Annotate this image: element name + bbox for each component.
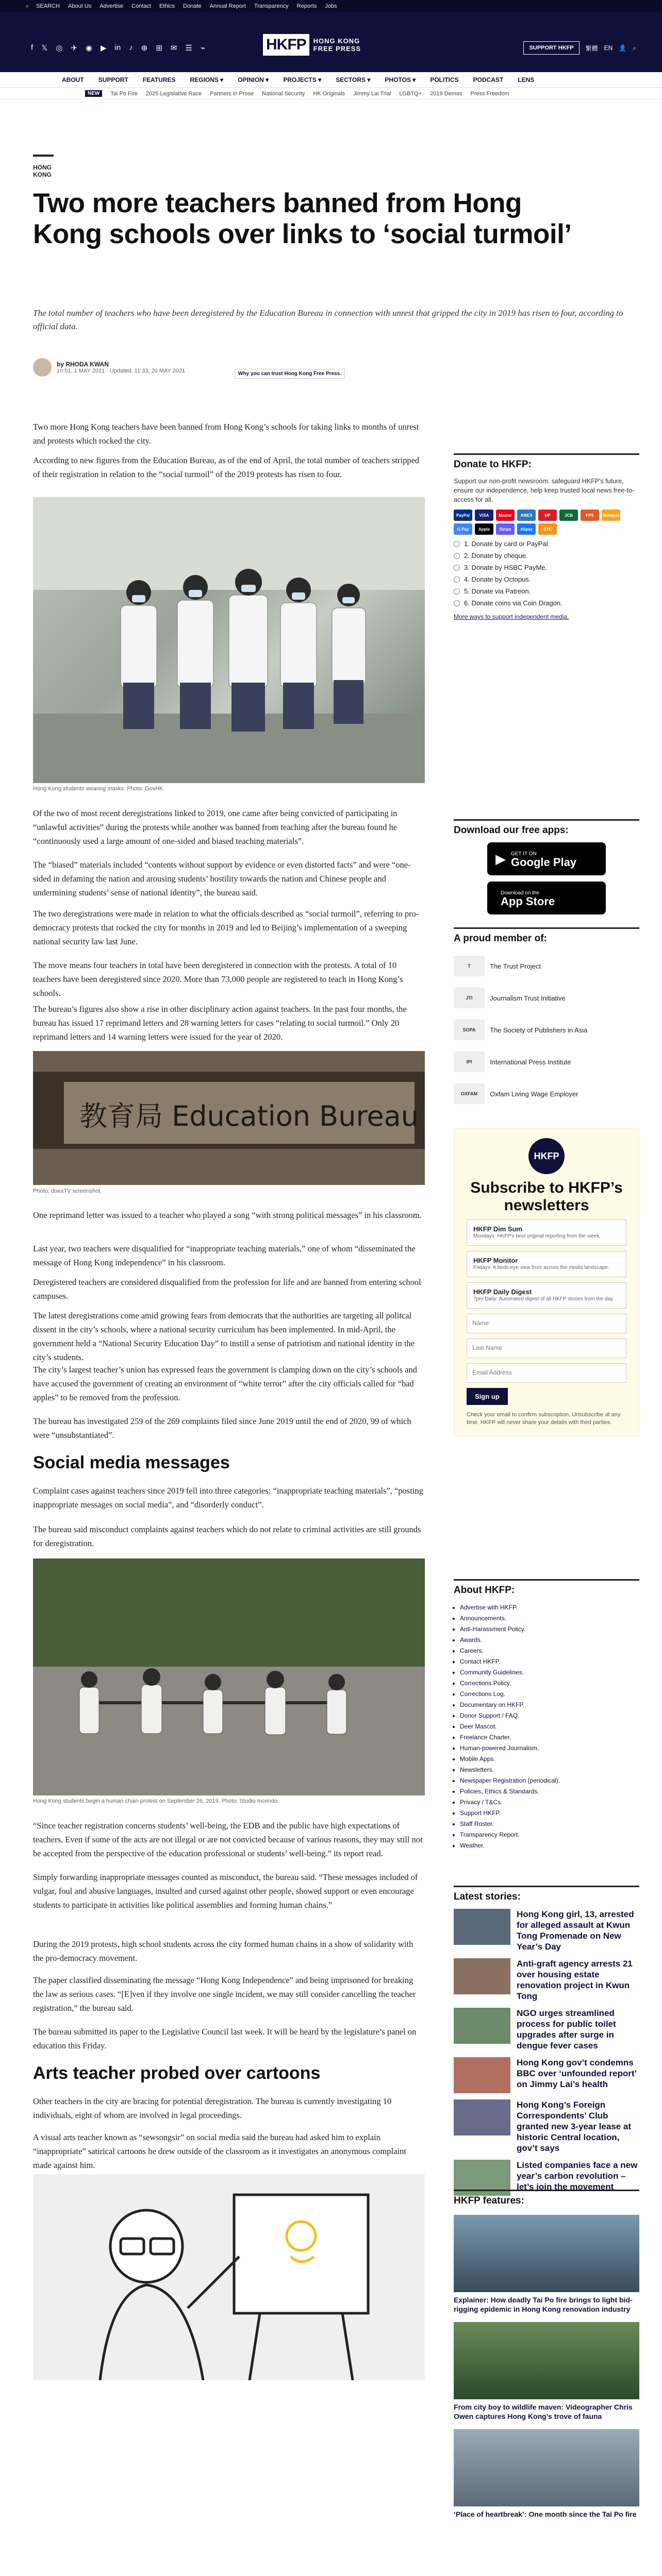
about-link[interactable]: • Community Guidelines. — [460, 1667, 639, 1678]
trending-link[interactable]: 2025 Legislative Race — [145, 90, 202, 97]
education-bureau-sign — [33, 1051, 425, 1185]
donate-title: Donate to HKFP: — [454, 453, 639, 470]
article-title: Two more teachers banned from Hong Kong schools over links to ‘social turmoil’ — [33, 188, 572, 249]
radio-icon[interactable] — [454, 541, 460, 547]
radio-icon[interactable] — [454, 577, 460, 583]
article-standfirst: The total number of teachers who have been deregistered by the Education Bureau in connection with unrest that gripped the city in 2019 has risen to four, according to official data. — [33, 308, 623, 331]
feature-title: From city boy to wildlife maven: Videographer Chris Owen captures Hong Kong’s trove of fauna — [454, 2403, 633, 2420]
donate-option[interactable] — [454, 599, 639, 607]
donate-option-label: 1. Donate by card or PayPal. — [464, 540, 550, 548]
paragraph: Other teachers in the city are bracing for potential deregistration. The bureau is currently investigating 10 individuals, eight of whom are involved in legal proceedings. — [33, 2096, 392, 2120]
category-label — [33, 155, 54, 178]
youtube-icon[interactable]: ▶ — [101, 44, 107, 53]
trust-project-icon: T — [454, 956, 485, 976]
logo-name-line2: FREE PRESS — [313, 45, 361, 53]
section-heading: Arts teacher probed over cartoons — [33, 2063, 321, 2083]
donate-option[interactable] — [454, 540, 639, 548]
paragraph: According to new figures from the Education Bureau, as of the end of April, the total number of teachers stripped of their registration in relation to the “social turmoil” of the 2019 protests has risen to four. — [33, 455, 420, 479]
apps-box — [454, 819, 639, 921]
feature-image — [454, 2429, 639, 2506]
top-links — [36, 3, 337, 9]
member-logo[interactable] — [454, 1083, 639, 1104]
about-link[interactable]: • Awards. — [460, 1635, 639, 1646]
about-link[interactable]: • Mobile Apps. — [460, 1754, 639, 1765]
nav-politics[interactable]: POLITICS — [430, 76, 459, 83]
telegram-icon[interactable]: ✈ — [71, 44, 77, 53]
nav-regions[interactable]: REGIONS ▾ — [190, 76, 224, 83]
member-name: Oxfam Living Wage Employer — [490, 1090, 578, 1098]
search-icon[interactable]: ⌕ — [26, 3, 29, 9]
apps-title: Download our free apps: — [454, 819, 639, 836]
trending-nav — [0, 88, 662, 99]
trending-link[interactable]: HK Originals — [313, 90, 345, 97]
site-header — [0, 12, 662, 72]
subscribe-title: Subscribe to HKFP’s newsletters — [470, 1179, 623, 1214]
header-actions — [523, 41, 636, 55]
paragraph: One reprimand letter was issued to a teacher who played a song “with strong political messages” in his classroom. — [33, 1210, 422, 1220]
threads-icon[interactable]: ◉ — [85, 44, 93, 53]
bluesky-icon[interactable]: ⊞ — [156, 44, 162, 53]
radio-icon[interactable] — [454, 600, 460, 606]
students-photo — [33, 497, 425, 783]
trending-link[interactable]: National Security — [262, 90, 305, 97]
gpay-icon: G Pay — [454, 523, 472, 535]
features-box — [454, 2190, 639, 2527]
donate-option-label: 2. Donate by cheque. — [464, 552, 528, 560]
nav-about[interactable]: ABOUT — [62, 76, 84, 83]
education-bureau-photo — [33, 1051, 425, 1185]
story-thumbnail — [454, 1958, 510, 1994]
about-link[interactable]: • Support HKFP. — [460, 1808, 639, 1819]
paypal-icon: PayPal — [454, 510, 472, 521]
donate-option-label: 3. Donate by HSBC PayMe. — [464, 564, 548, 571]
about-list — [454, 1602, 639, 1851]
jcb-icon: JCB — [559, 510, 578, 521]
logo-name — [313, 37, 361, 53]
about-link[interactable]: • Human-powered Journalism. — [460, 1743, 639, 1754]
support-button[interactable]: SUPPORT HKFP — [523, 41, 579, 55]
email-input[interactable]: Email Address — [467, 1363, 626, 1383]
member-name: The Society of Publishers in Asia — [490, 1026, 588, 1034]
nav-support[interactable]: SUPPORT — [98, 76, 128, 83]
linkedin-icon[interactable]: in — [114, 43, 121, 52]
paragraph: Deregistered teachers are considered disqualified from the profession for life and are banned from entering school campuses. — [33, 1277, 421, 1301]
paragraph: The two deregistrations were made in relation to what the officials described as “social turmoil”, referring to pro-democracy protests that rocked the city for months in 2019 and led to Beijing’s implementation of a sweeping national security law last June. — [33, 909, 419, 946]
teacher-cartoon — [33, 2174, 425, 2380]
section-heading: Social media messages — [33, 1453, 230, 1472]
author-avatar — [33, 358, 52, 377]
fps-icon: FPS — [581, 510, 599, 521]
main-nav — [0, 72, 662, 88]
members-box — [454, 927, 639, 1115]
newsletter-desc: Mondays: HKFP's best original reporting from the week. — [473, 1233, 601, 1239]
radio-icon[interactable] — [454, 553, 460, 559]
paragraph: The bureau has investigated 259 of the 269 complaints filed since June 2019 until the end of 2020, 99 of which were “unsubstantiated”. — [33, 1416, 411, 1440]
member-name: Journalism Trust Initiative — [490, 994, 566, 1002]
about-link[interactable]: • Weather. — [460, 1840, 639, 1851]
latest-story[interactable] — [454, 2008, 639, 2051]
paragraph: “Since teacher registration concerns students’ well-being, the EDB and the public have high expectations of teachers. Even if some of the acts are not illegal or are not convicted because of various reasons, they may still not be accepted from the perspective of the education professional or students’ well-being.” its report read. — [33, 1821, 423, 1858]
gp-big: Google Play — [511, 855, 577, 869]
about-link[interactable]: • Privacy / T&Cs. — [460, 1797, 639, 1808]
nav-opinion[interactable]: OPINION ▾ — [238, 76, 269, 83]
newsletter-option[interactable] — [467, 1282, 626, 1309]
paragraph: Simply forwarding inappropriate messages counted as misconduct, the bureau said. “These messages included of vulgar, foul and abusive languages, insulted and cursed against other people, showed support or even encourage students to participate in activities like political assemblies and forming human chains.” — [33, 1872, 418, 1910]
feature-item[interactable] — [454, 2215, 639, 2314]
newsletter-name: HKFP Daily Digest — [473, 1288, 532, 1296]
octopus-icon: Octopus — [602, 510, 620, 521]
about-link[interactable]: • Newsletters. — [460, 1765, 639, 1775]
story-thumbnail — [454, 2099, 510, 2136]
story-title: Hong Kong’s Foreign Correspondents’ Club granted new 3-year lease at historic Central location, gov’t says — [517, 2100, 632, 2153]
top-link-jobs[interactable]: Jobs — [325, 3, 337, 9]
name-input[interactable]: Name — [467, 1314, 626, 1333]
more-ways-link[interactable]: More ways to support independent media. — [454, 613, 569, 620]
paragraph: The bureau’s figures also show a rise in other disciplinary action against teachers. In the past four months, the bureau has issued 17 reprimand letters and 28 warning letters for cases “relating to social turmoil.” Only 20 reprimand letters and 14 warning letters were issued for the year of 2020. — [33, 1004, 407, 1042]
top-link-annual-report[interactable]: Annual Report — [209, 3, 246, 9]
lang-zh-link[interactable]: 繁體 — [585, 44, 598, 52]
story-thumbnail — [454, 1909, 510, 1945]
google-play-button[interactable] — [487, 842, 606, 875]
about-link[interactable]: • Announcements. — [460, 1613, 639, 1624]
top-link-contact[interactable]: Contact — [131, 3, 152, 9]
top-bar — [0, 0, 662, 12]
signup-button[interactable]: Sign up — [467, 1388, 508, 1405]
paragraph: Two more Hong Kong teachers have been banned from Hong Kong’s schools for taking links to months of unrest and protests which rocked the city. — [33, 422, 419, 446]
rss-icon[interactable]: ⌁ — [200, 44, 205, 53]
visa-icon: VISA — [475, 510, 493, 521]
latest-box — [454, 1886, 639, 2202]
latest-story[interactable] — [454, 1958, 639, 2002]
nav-projects[interactable]: PROJECTS ▾ — [283, 76, 322, 83]
member-logo[interactable] — [454, 988, 639, 1008]
about-link[interactable]: • Careers. — [460, 1646, 639, 1656]
instagram-icon[interactable]: ◎ — [56, 44, 63, 53]
newsletter-option[interactable] — [467, 1251, 626, 1277]
donate-option[interactable] — [454, 575, 639, 583]
story-thumbnail — [454, 2057, 510, 2093]
newsletter-signup — [454, 1128, 639, 1436]
paragraph: The paper classified disseminating the message “Hong Kong Independence” and being imprisoned for breaking the law as serious cases. “[E]ven if they involve one single incident, we may still consider cancelling the teacher registration,” the bureau said. — [33, 1975, 416, 2013]
donate-option-label: 4. Donate by Octopus. — [464, 575, 531, 583]
newsletter-name: HKFP Dim Sum — [473, 1225, 523, 1233]
paragraph: During the 2019 protests, high school students across the city formed human chains in a show of solidarity with the pro-democracy movement. — [33, 1939, 413, 1963]
stripe-icon: Stripe — [496, 523, 515, 535]
members-title: A proud member of: — [454, 927, 639, 944]
story-title: NGO urges streamlined process for public toilet upgrades after surge in dengue fever cases — [517, 2008, 616, 2050]
author-name[interactable]: by RHODA KWAN — [57, 361, 109, 368]
top-link-donate[interactable]: Donate — [183, 3, 202, 9]
payment-cards — [454, 510, 639, 535]
nav-photos[interactable]: PHOTOS ▾ — [385, 76, 416, 83]
paragraph: Complaint cases against teachers since 2019 fell into three categories: “inappropriate teaching materials”, “posting inappropriate messages on social media”, and “disorderly conduct”. — [33, 1486, 423, 1510]
donate-option[interactable] — [454, 587, 639, 595]
cartoon-image — [33, 2174, 425, 2380]
about-link[interactable]: • Anti-Harassment Policy. — [460, 1624, 639, 1635]
tiktok-icon[interactable]: ♪ — [129, 43, 133, 52]
member-logo[interactable] — [454, 1052, 639, 1072]
newsletter-name: HKFP Monitor — [473, 1257, 518, 1264]
about-link[interactable]: • Documentary on HKFP. — [460, 1700, 639, 1710]
member-name: The Trust Project — [490, 962, 541, 970]
donate-option-label: 5. Donate via Patreon. — [464, 587, 531, 595]
features-title: HKFP features: — [454, 2190, 639, 2207]
trending-link[interactable]: LGBTQ+ — [399, 90, 422, 97]
news-icon[interactable]: ☰ — [185, 44, 192, 53]
about-link[interactable]: • Transparency Report. — [460, 1829, 639, 1840]
as-big: App Store — [501, 894, 555, 908]
about-link[interactable]: • Newspaper Registration (periodical). — [460, 1775, 639, 1786]
mastodon-icon[interactable]: ⊕ — [141, 44, 148, 53]
lang-en-link[interactable]: EN — [604, 44, 613, 52]
about-link[interactable]: • Donor Support / FAQ. — [460, 1710, 639, 1721]
nav-sectors[interactable]: SECTORS ▾ — [336, 76, 371, 83]
category-text[interactable]: HONG KONG — [33, 164, 52, 178]
bitcoin-icon: BTC — [538, 523, 557, 535]
students-illustration — [33, 497, 425, 783]
gp-small: GET IT ON — [511, 851, 537, 857]
human-chain-photo — [33, 1558, 425, 1795]
donate-option[interactable] — [454, 552, 639, 560]
donate-box — [454, 453, 639, 620]
hkfp-logo-circle: HKFP — [528, 1138, 565, 1174]
sign-text: 教育局 Education Bureau — [79, 1100, 419, 1132]
donate-option[interactable] — [454, 564, 639, 571]
feature-title: Explainer: How deadly Tai Po fire brings to light bid-rigging epidemic in Hong Kong renovation industry — [454, 2296, 633, 2313]
feature-image — [454, 2322, 639, 2399]
confirm-note: Check your email to confirm subscription. Unsubscribe at any time. HKFP will never share your details with third parties. — [467, 1412, 621, 1426]
app-store-button[interactable] — [487, 882, 606, 914]
applepay-icon: Apple — [475, 523, 493, 535]
trending-link[interactable]: Tai Po Fire — [110, 90, 138, 97]
photo-caption: Hong Kong students begin a human chain protest on September 26, 2019. Photo: Studio Incendo. — [33, 1798, 279, 1804]
top-link-reports[interactable]: Reports — [296, 3, 317, 9]
newsletter-desc: 7pm Daily: Automated digest of all HKFP stories from the day. — [473, 1296, 615, 1302]
sopa-icon: SOPA — [454, 1020, 485, 1040]
trust-link[interactable]: Why you can trust Hong Kong Free Press. — [235, 369, 345, 379]
member-logo[interactable] — [454, 956, 639, 976]
nav-lens[interactable]: LENS — [518, 76, 535, 83]
photo-caption: Photo: doeaTV screenshot. — [33, 1188, 102, 1194]
oxfam-icon: OXFAM — [454, 1083, 485, 1104]
top-link-transparency[interactable]: Transparency — [254, 3, 289, 9]
social-icons — [31, 43, 205, 53]
alipay-icon: Alipay — [517, 523, 536, 535]
about-link[interactable]: • Corrections Log. — [460, 1689, 639, 1700]
radio-icon[interactable] — [454, 565, 460, 571]
about-link[interactable]: • Staff Roster. — [460, 1819, 639, 1829]
feature-title: ‘Place of heartbreak’: One month since the Tai Po fire — [454, 2510, 637, 2518]
radio-icon[interactable] — [454, 588, 460, 595]
new-badge: NEW — [85, 90, 102, 97]
paragraph: The bureau submitted its paper to the Legislative Council last week. It will be heard by the legislature’s panel on education this Friday. — [33, 2027, 417, 2050]
paragraph: The move means four teachers in total have been deregistered in connection with the protests. A total of 10 teachers have been deregistered since 2020. More than 73,000 people are registered to teach in Hong Kong’s schools. — [33, 960, 403, 998]
logo-mark: HKFP — [263, 34, 309, 56]
top-link-advertise[interactable]: Advertise — [100, 3, 124, 9]
about-link[interactable]: • Advertise with HKFP. — [460, 1602, 639, 1613]
trending-link[interactable]: Jimmy Lai Trial — [353, 90, 391, 97]
paragraph: Last year, two teachers were disqualified for “inappropriate teaching materials,” one of whom “disseminated the message of Hong Kong independence” in his classroom. — [33, 1244, 416, 1267]
email-icon[interactable]: ✉ — [170, 44, 177, 53]
paragraph: The bureau said misconduct complaints against teachers which do not relate to criminal activities are still grounds for deregistration. — [33, 1524, 421, 1548]
human-chain-illustration — [33, 1558, 425, 1795]
amex-icon: AMEX — [517, 510, 536, 521]
paragraph: A visual arts teacher known as “sewsongsir” on social media said the bureau had asked him to explain “inappropriate” satirical cartoons he drew outside of the classroom as it investigates an anonymous complaint made against him. — [33, 2132, 406, 2170]
member-logo[interactable] — [454, 1020, 639, 1040]
about-link[interactable]: • Freelance Charter. — [460, 1732, 639, 1743]
search-icon[interactable]: ⌕ — [633, 44, 636, 52]
about-box — [454, 1579, 639, 1851]
last-name-input[interactable]: Last Name — [467, 1338, 626, 1358]
about-link[interactable]: • Contact HKFP. — [460, 1656, 639, 1667]
about-link[interactable]: • Deer Mascot. — [460, 1721, 639, 1732]
site-logo[interactable] — [263, 34, 361, 56]
newsletter-desc: Fridays: A birds-eye view from across the media landscape. — [473, 1265, 609, 1270]
about-link[interactable]: • Policies, Ethics & Standards. — [460, 1786, 639, 1797]
ipi-icon: IPI — [454, 1052, 485, 1072]
trending-link[interactable]: Partners in Prose — [210, 90, 254, 97]
jti-icon: JTI — [454, 988, 485, 1008]
newsletter-option[interactable] — [467, 1219, 626, 1246]
latest-story[interactable] — [454, 2057, 639, 2093]
latest-story[interactable] — [454, 1909, 639, 1952]
story-thumbnail — [454, 2008, 510, 2044]
top-link-ethics[interactable]: Ethics — [159, 3, 175, 9]
latest-title: Latest stories: — [454, 1886, 639, 1903]
as-small: Download on the — [501, 890, 540, 896]
nav-features[interactable]: FEATURES — [142, 76, 176, 83]
trending-link[interactable]: 2019 Demos — [430, 90, 462, 97]
about-link[interactable]: • Corrections Policy. — [460, 1678, 639, 1689]
feature-image — [454, 2215, 639, 2292]
feature-item[interactable] — [454, 2322, 639, 2421]
member-name: International Press Institute — [490, 1058, 571, 1066]
mastercard-icon: Master — [496, 510, 515, 521]
trending-link[interactable]: Press Freedom — [470, 90, 509, 97]
paragraph: The city’s largest teacher’s union has expressed fears the government is clamping down on the city’s schools and have accused the government of creating an environment of “white terror” after the city officials called for “bad apples” to be removed from the profession. — [33, 1365, 417, 1402]
user-icon[interactable]: 👤 — [619, 44, 627, 52]
story-title: Hong Kong gov’t condemns BBC over ‘unfounded report’ on Jimmy Lai’s health — [517, 2058, 637, 2089]
story-title: Anti-graft agency arrests 21 over housing estate renovation project in Kwun Tong — [517, 1959, 633, 2001]
top-link-search[interactable]: SEARCH — [36, 3, 60, 9]
photo-caption: Hong Kong students wearing masks. Photo: GovHK. — [33, 786, 165, 792]
paragraph: The “biased” materials included “contents without support by evidence or even distorted facts” and were “one-sided in defaming the nation and arousing students’ hostility towards the nation and Chinese people and undermining students’ sense of national identity”, the bureau said. — [33, 860, 411, 897]
story-title: Listed companies face a new year’s carbon revolution – let’s join the movement — [517, 2160, 638, 2192]
donate-option-label: 6. Donate coins via Coin Dragon. — [464, 599, 562, 607]
nav-podcast[interactable]: PODCAST — [473, 76, 504, 83]
unionpay-icon: UP — [538, 510, 557, 521]
facebook-icon[interactable]: f — [31, 43, 34, 52]
google-play-icon: ▶ — [495, 851, 506, 867]
story-title: Hong Kong girl, 13, arrested for alleged assault at Kwun Tong Promenade on New Year’s Day — [517, 1909, 634, 1952]
subscribe-box — [454, 1128, 639, 1436]
article-dates: 10:51, 1 MAY 2021 · Updated: 11:33, 20 MAY 2021 — [57, 368, 186, 374]
paragraph: The latest deregistrations come amid growing fears from democrats that the authorities are targeting all politcal dissent in the city’s schools, where a national security curriculum has been implemented. In mid-April, the government held a “National Security Education Day” to instill a sense of patriotism and national identity in the city’s students. — [33, 1311, 415, 1362]
top-link-about[interactable]: About Us — [68, 3, 92, 9]
x-icon[interactable]: 𝕏 — [41, 44, 48, 53]
logo-name-line1: HONG KONG — [313, 37, 360, 45]
latest-story[interactable] — [454, 2099, 639, 2154]
donate-text[interactable]: Support our non-profit newsroom: safeguard HKFP's future, ensure our independence, help keep trusted local news free-to-access for all. — [454, 478, 635, 503]
feature-item[interactable] — [454, 2429, 639, 2519]
paragraph: Of the two of most recent deregistrations linked to 2019, one came after being convicted of participating in “unlawful activities” during the protests while another was banned from teaching after the bureau found he “continuously used a large amount of one-sided and biased teaching materials”. — [33, 808, 398, 846]
about-title: About HKFP: — [454, 1579, 639, 1596]
byline — [33, 358, 185, 377]
